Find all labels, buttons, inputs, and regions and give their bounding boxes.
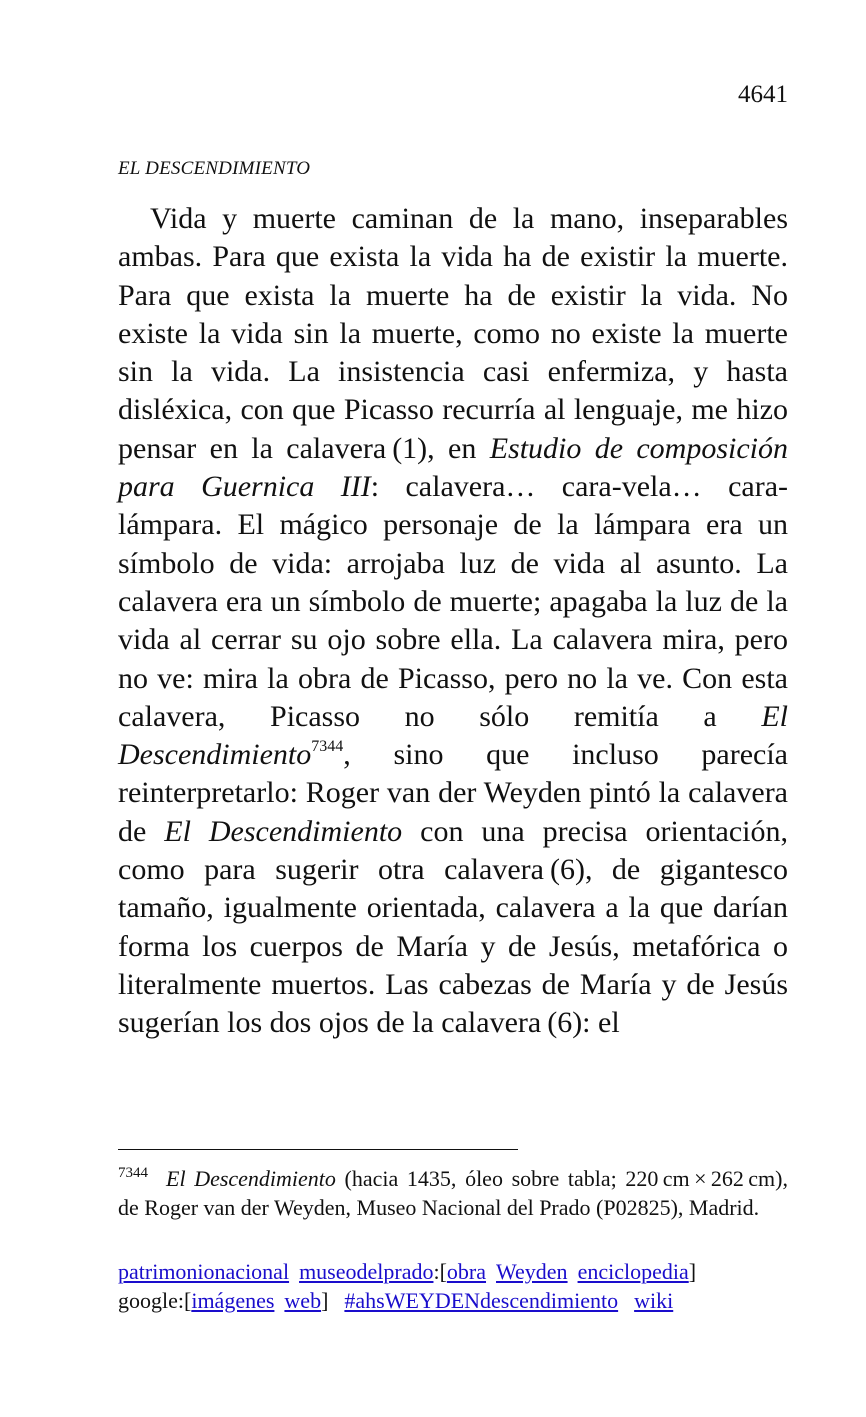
footnote-reference[interactable]: 7344 — [311, 738, 344, 756]
footnote — [118, 1164, 788, 1222]
footnote-divider — [118, 1149, 518, 1150]
link-wiki[interactable]: wiki — [634, 1288, 674, 1313]
link-museodelprado[interactable]: museodelprado — [299, 1259, 434, 1284]
link-hashtag[interactable]: #ahsWEYDENdescendimiento — [344, 1288, 619, 1313]
body-text-2: : calavera… cara-vela… cara-lámpara. El mágico personaje de la lámpara era un símbolo de vida: arrojaba luz de vida al asunto. La calavera era un símbolo de muerte; apagaba la luz de la vida al cerrar su ojo sobre ella. La calavera mira, pero no ve: mira la obra de Picasso, pero no la ve. Con esta calavera, Picasso no sólo remitía a — [118, 470, 788, 733]
link-bracket-close-2: ] — [321, 1288, 329, 1313]
body-text-1: Vida y muerte caminan de la mano, inseparables ambas. Para que exista la vida ha de existir la muerte. Para que exista la muerte ha de existir la vida. No existe la vida sin la muerte, como no existe la muerte sin la vida. La insistencia casi enfermiza, y hasta disléxica, con que Picasso recurría al lenguaje, me hizo pensar en la calavera (1), en — [118, 202, 788, 465]
link-enciclopedia[interactable]: enciclopedia — [577, 1259, 689, 1284]
footnote-links-row-1 — [118, 1257, 788, 1286]
footnote-links-row-2 — [118, 1286, 788, 1315]
footnote-work-title: El Descendimiento — [166, 1166, 336, 1191]
link-bracket-open: :[ — [433, 1259, 447, 1284]
google-prefix: google:[ — [118, 1288, 192, 1313]
body-italic-work-title-3: El Descendimiento — [164, 814, 403, 848]
link-patrimonionacional[interactable]: patrimonionacional — [118, 1259, 290, 1284]
link-web[interactable]: web — [284, 1288, 322, 1313]
link-imagenes[interactable]: imágenes — [191, 1288, 275, 1313]
page-number: 4641 — [738, 81, 788, 108]
body-text-3: , sino que incluso parecía reinterpretarlo: Roger van der Weyden pintó la calavera de — [118, 738, 788, 848]
body-italic-work-title-2: El Descendimiento — [118, 699, 788, 772]
section-title: EL DESCENDIMIENTO — [118, 158, 311, 179]
link-bracket-close: ] — [688, 1259, 697, 1284]
footnote-number: 7344 — [118, 1165, 148, 1181]
body-text-4: con una precisa orientación, como para sugerir otra calavera (6), de gigantesco tamaño, igualmente orientada, calavera a la que darían forma los cuerpos de María y de Jesús, metafórica o literalmente muertos. Las cabezas de María y de Jesús sugerían los dos ojos de la calavera (6): el — [118, 814, 788, 1040]
link-obra[interactable]: obra — [446, 1259, 487, 1284]
body-italic-work-title: Estudio de composición para Guernica III — [118, 431, 788, 504]
link-weyden[interactable]: Weyden — [496, 1259, 568, 1284]
footnote-text: (hacia 1435, óleo sobre tabla; 220 cm × 262 cm), de Roger van der Weyden, Museo Nacional del Prado (P02825), Madrid. — [118, 1166, 788, 1220]
body-paragraph — [118, 200, 788, 1043]
